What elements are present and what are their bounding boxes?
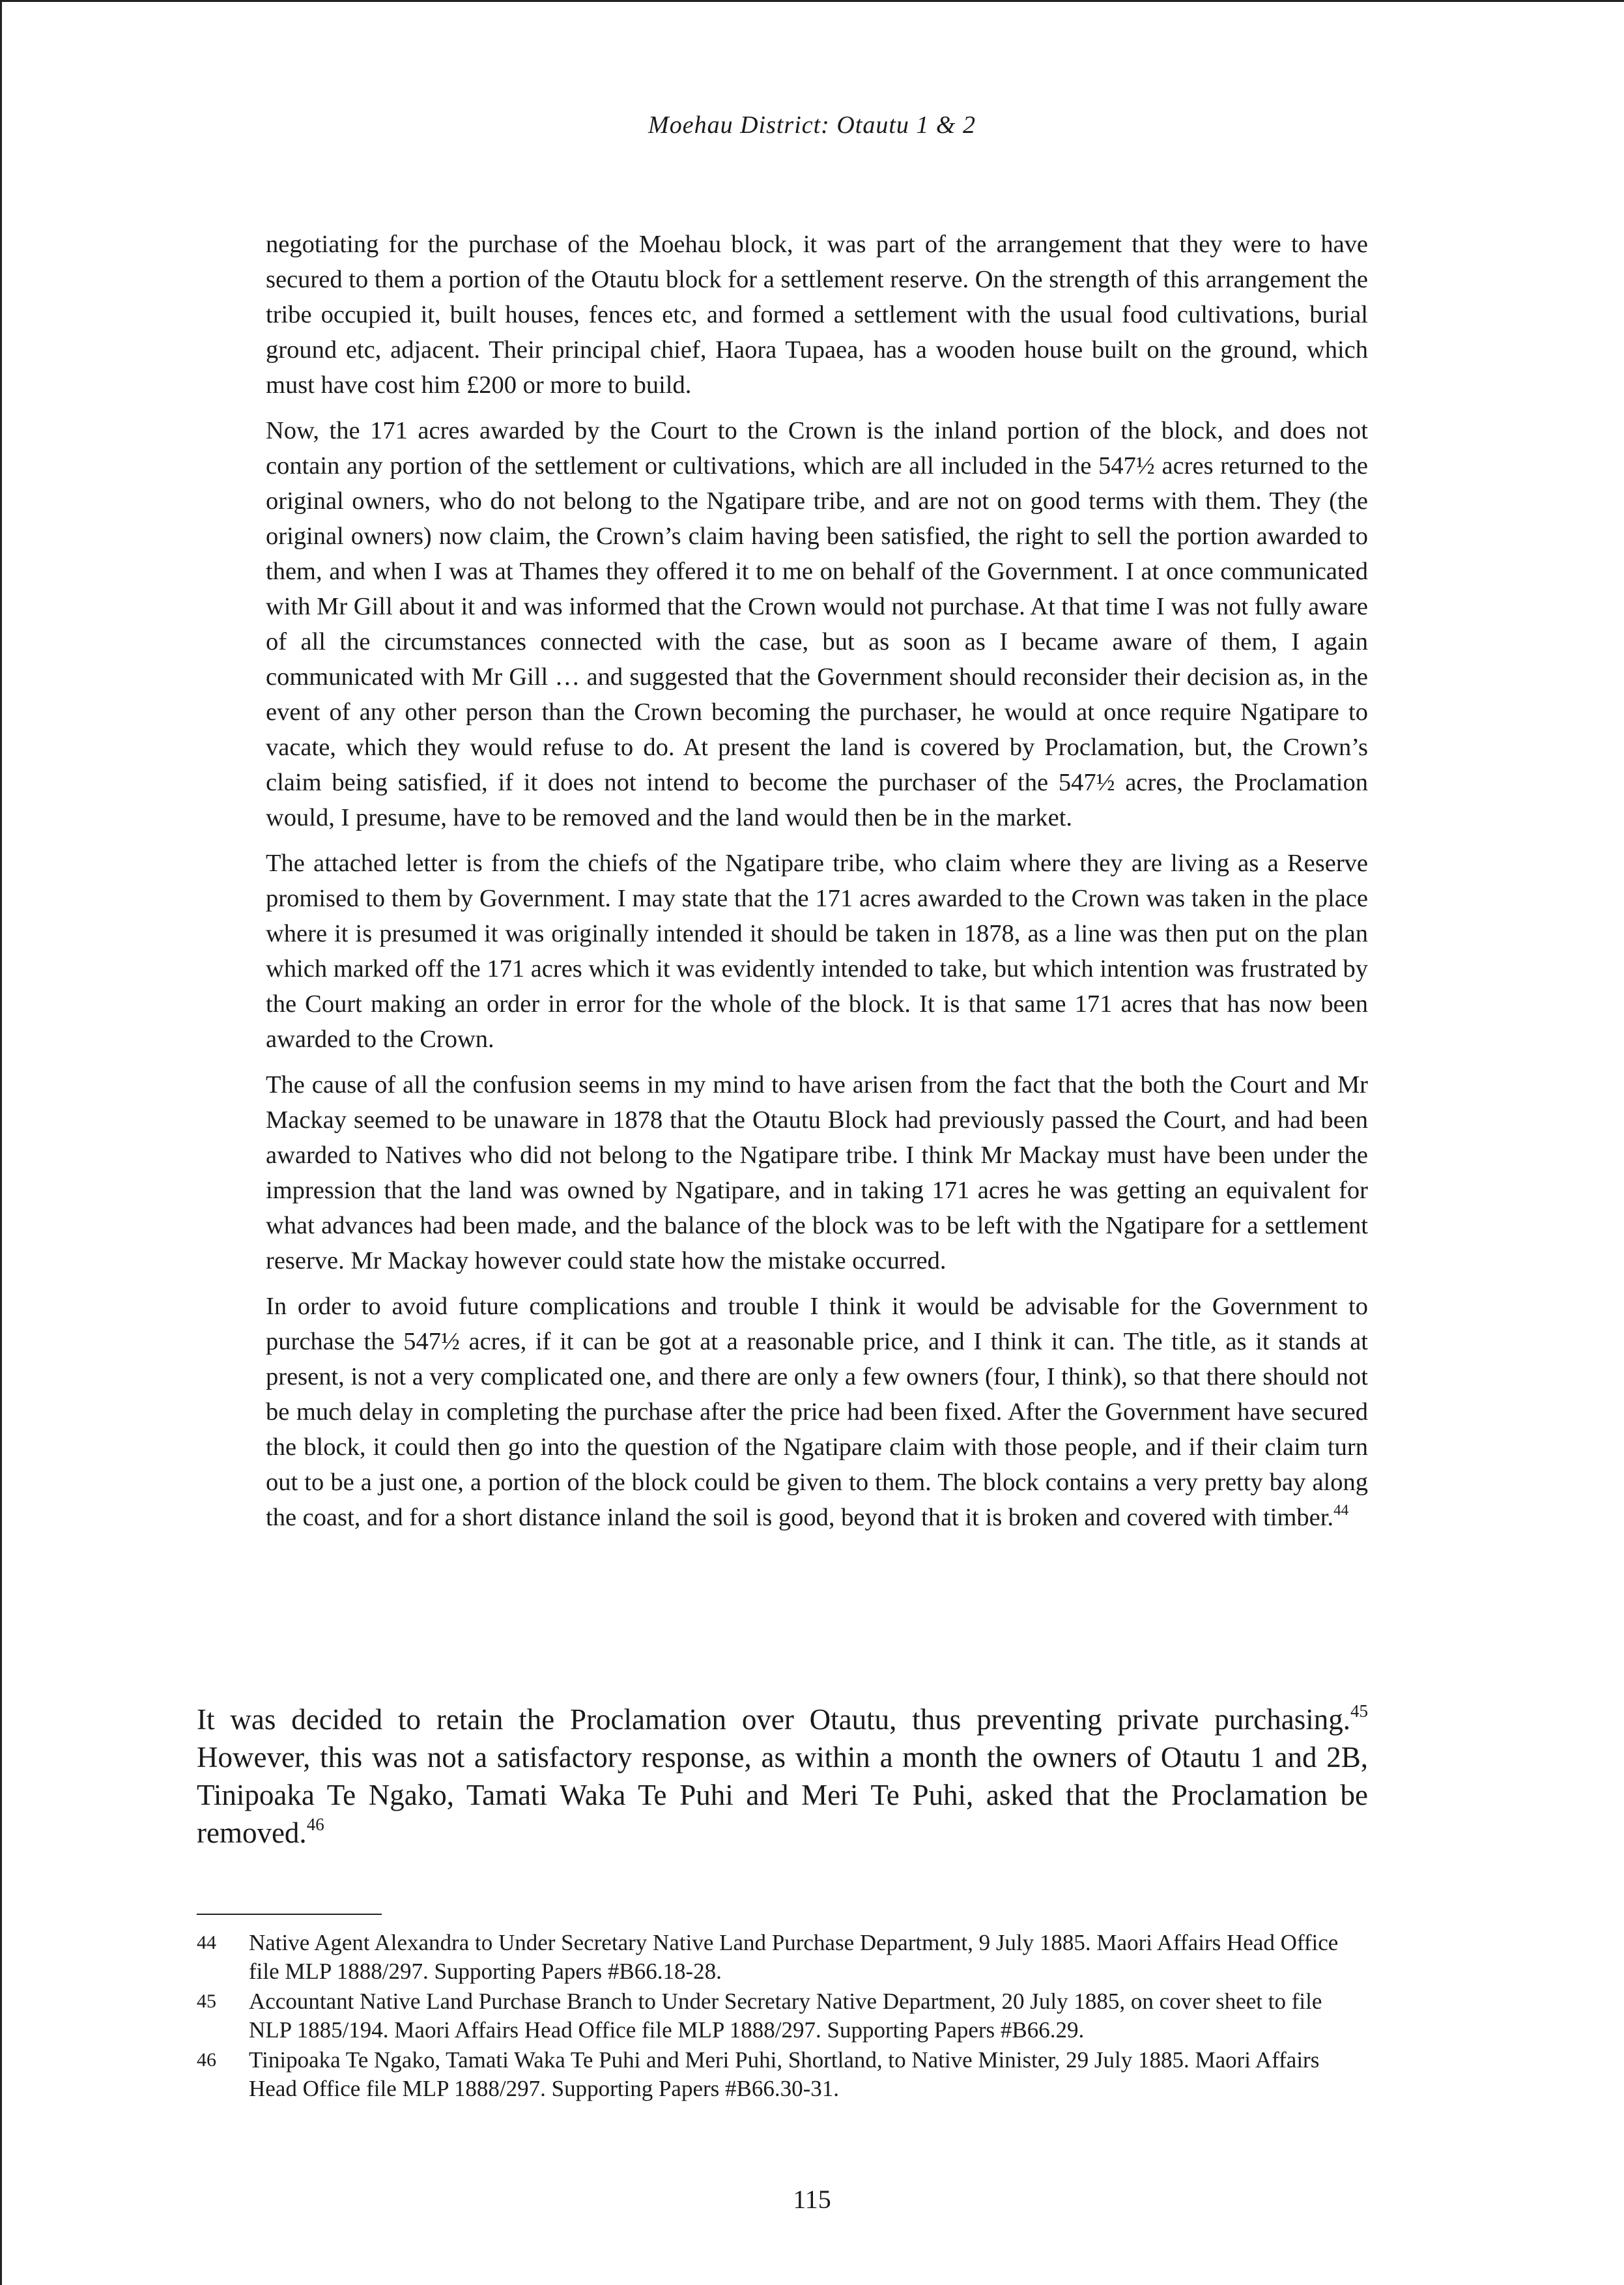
quote-paragraph-5-text: In order to avoid future complications and trouble I think it would be advisable for the Government to purchase the 547½ acres, if it can be got at a reasonable price, and I think it can. The title, as it stands at present, is not a very complicated one, and there are only a few owners (four, I think), so that there should not be much delay in completing the purchase after the price had been fixed. After the Government have secured the block, it could then go into the question of the Ngatipare claim with those people, and if their claim turn out to be a just one, a portion of the block could be given to them. The block contains a very pretty bay along the coast, and for a short distance inland the soil is good, beyond that it is broken and covered with timber. (266, 1293, 1368, 1531)
body-sentence-2: However, this was not a satisfactory response, as within a month the owners of Otautu 1 and 2B, Tinipoaka Te Ngako, Tamati Waka Te Puhi and Meri Te Puhi, asked that the Proclamation be removed. (197, 1741, 1368, 1849)
footnote-divider (197, 1914, 382, 1915)
footnote-ref-45[interactable]: 45 (1350, 1701, 1368, 1721)
footnote-text: Native Agent Alexandra to Under Secretary Native Land Purchase Department, 9 July 1885. Maori Affairs Head Office file MLP 1888/297. Supporting Papers #B66.18-28. (249, 1930, 1339, 1984)
quote-paragraph-1: negotiating for the purchase of the Moehau block, it was part of the arrangement that they were to have secured to them a portion of the Otautu block for a settlement reserve. On the strength of this arrangement the tribe occupied it, built houses, fences etc, and formed a settlement with the usual food cultivations, burial ground etc, adjacent. Their principal chief, Haora Tupaea, has a wooden house built on the ground, which must have cost him £200 or more to build. (266, 231, 1368, 399)
page-edge-top (0, 0, 1624, 2)
quote-paragraph-2: Now, the 171 acres awarded by the Court to the Crown is the inland portion of the block, and does not contain any portion of the settlement or cultivations, which are all included in the 547½ acres returned to the original owners, who do not belong to the Ngatipare tribe, and are not on good terms with them. They (the original owners) now claim, the Crown’s claim having been satisfied, the right to sell the portion awarded to them, and when I was at Thames they offered it to me on behalf of the Government. I at once communicated with Mr Gill about it and was informed that the Crown would not purchase. At that time I was not fully aware of all the circumstances connected with the case, but as soon as I became aware of them, I again communicated with Mr Gill … and suggested that the Government should reconsider their decision as, in the event of any other person than the Crown becoming the purchaser, he would at once require Ngatipare to vacate, which they would refuse to do. At present the land is covered by Proclamation, but, the Crown’s claim being satisfied, if it does not intend to become the purchaser of the 547½ acres, the Proclamation would, I presume, have to be removed and the land would then be in the market. (266, 417, 1368, 831)
footnote-number: 44 (197, 1932, 216, 1953)
footnote-44 (197, 1929, 1369, 1986)
page-edge-left (0, 0, 2, 2285)
quote-paragraph-4: The cause of all the confusion seems in my mind to have arisen from the fact that the both the Court and Mr Mackay seemed to be unaware in 1878 that the Otautu Block had previously passed the Court, and had been awarded to Natives who did not belong to the Ngatipare tribe. I think Mr Mackay must have been under the impression that the land was owned by Ngatipare, and in taking 171 acres he was getting an equivalent for what advances had been made, and the balance of the block was to be left with the Ngatipare for a settlement reserve. Mr Mackay however could state how the mistake occurred. (266, 1071, 1368, 1274)
quote-paragraph-5 (266, 1289, 1368, 1535)
footnote-text: Accountant Native Land Purchase Branch to Under Secretary Native Department, 20 July 1885, on cover sheet to file NLP 1885/194. Maori Affairs Head Office file MLP 1888/297. Supporting Papers #B66.29. (249, 1989, 1322, 2043)
footnotes (197, 1929, 1369, 2105)
footnote-ref-46[interactable]: 46 (306, 1815, 324, 1835)
body-paragraph (197, 1701, 1368, 1852)
footnote-ref-44[interactable]: 44 (1333, 1501, 1349, 1518)
footnote-number: 45 (197, 1990, 216, 2012)
body-sentence-1: It was decided to retain the Proclamation over Otautu, thus preventing private purchasing. (197, 1703, 1350, 1736)
footnote-number: 46 (197, 2049, 216, 2071)
footnote-45 (197, 1987, 1369, 2045)
footnote-text: Tinipoaka Te Ngako, Tamati Waka Te Puhi and Meri Puhi, Shortland, to Native Minister, 29 July 1885. Maori Affairs Head Office file MLP 1888/297. Supporting Papers #B66.30-31. (249, 2047, 1320, 2101)
quote-paragraph-3: The attached letter is from the chiefs of the Ngatipare tribe, who claim where they are living as a Reserve promised to them by Government. I may state that the 171 acres awarded to the Crown was taken in the place where it is presumed it was originally intended it should be taken in 1878, as a line was then put on the plan which marked off the 171 acres which it was evidently intended to take, but which intention was frustrated by the Court making an order in error for the whole of the block. It is that same 171 acres that has now been awarded to the Crown. (266, 850, 1368, 1053)
block-quote (266, 227, 1368, 1545)
page-number: 115 (793, 2185, 831, 2214)
running-header: Moehau District: Otautu 1 & 2 (648, 111, 976, 139)
footnote-46 (197, 2046, 1369, 2103)
